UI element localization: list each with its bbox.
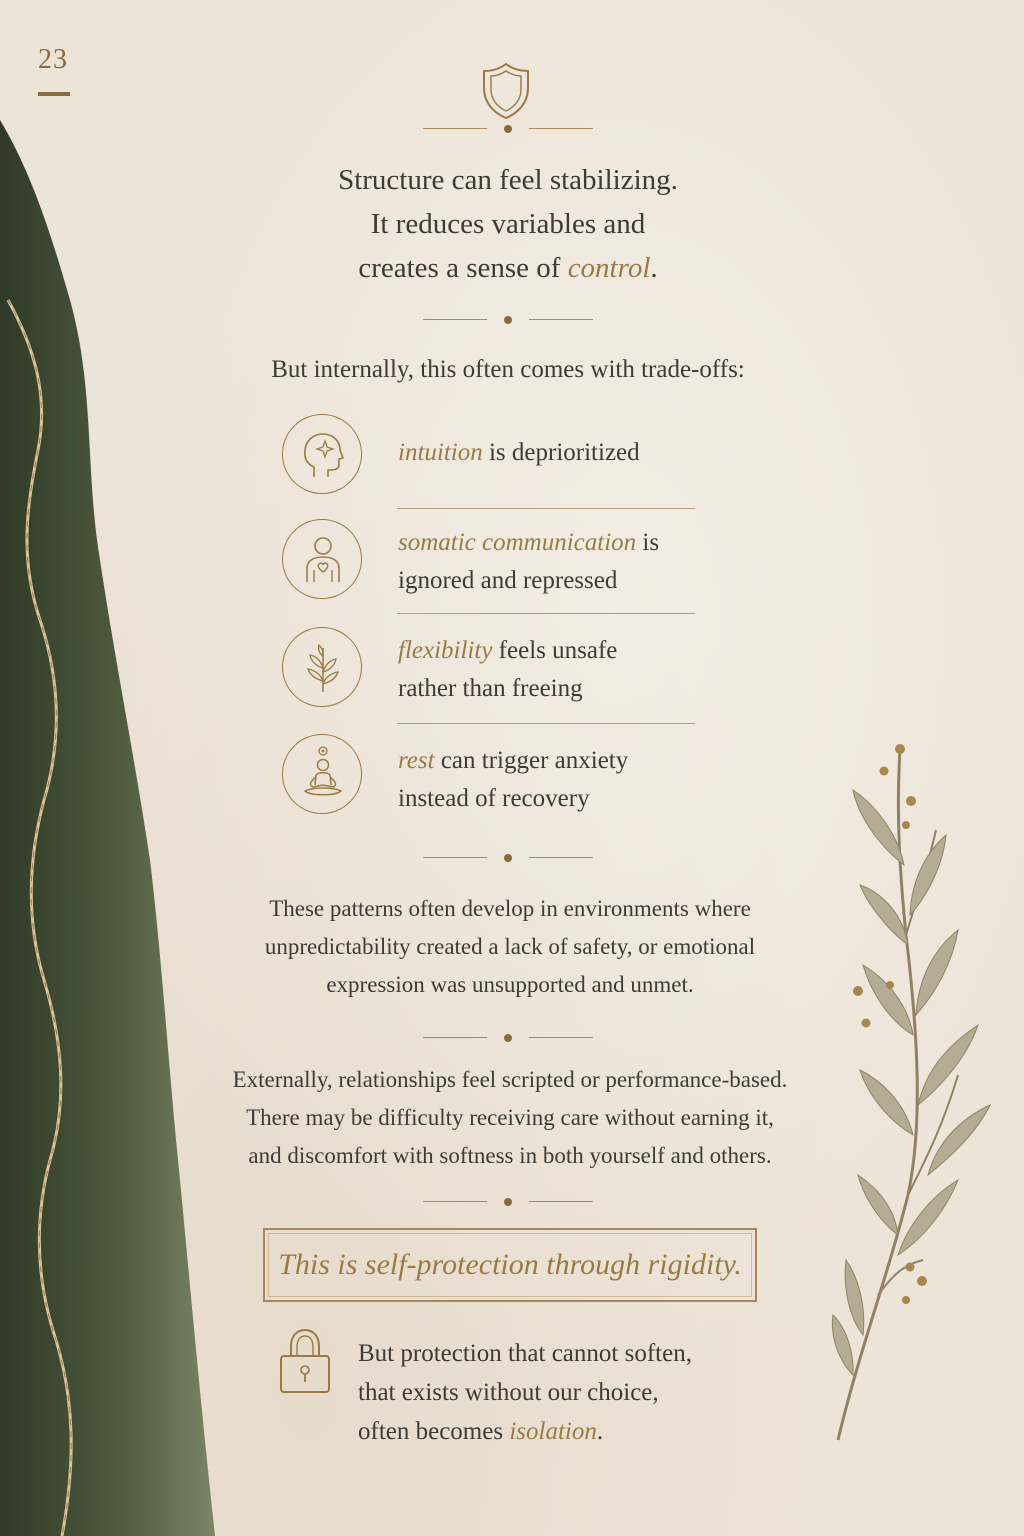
green-wave-band — [0, 0, 240, 1536]
tradeoff-item-rest — [282, 734, 702, 824]
head-sparkle-icon — [282, 414, 362, 494]
tradeoff-line-text: feels unsafe — [492, 637, 618, 664]
rigidity-quote-box — [263, 1228, 757, 1302]
tradeoff-line-text: can trigger anxiety — [434, 747, 629, 774]
page-number-underline — [38, 92, 70, 96]
tradeoffs-lead: But internally, this often comes with trade-offs: — [271, 356, 745, 383]
closing-line — [358, 1412, 778, 1451]
closing-line: But protection that cannot soften, — [358, 1340, 692, 1367]
externally-paragraph — [220, 1061, 800, 1175]
ornament-divider — [423, 124, 593, 134]
tradeoff-line-text: is — [636, 529, 660, 556]
padlock-icon — [278, 1326, 332, 1396]
tradeoff-line: instead of recovery — [398, 785, 590, 812]
paragraph-line: and discomfort with softness in both yourself and others. — [248, 1143, 772, 1168]
item-separator — [397, 508, 695, 509]
rigidity-quote: This is self-protection through rigidity. — [278, 1248, 742, 1281]
tradeoff-text — [398, 632, 708, 708]
intro-text: creates a sense of — [358, 252, 568, 284]
paragraph-line: unpredictability created a lack of safety, or emotional — [264, 934, 756, 959]
accent-word-control: control — [567, 252, 651, 284]
tradeoff-line: rather than freeing — [398, 675, 583, 702]
accent-word: flexibility — [398, 637, 493, 664]
patterns-paragraph — [230, 890, 790, 1004]
item-separator — [397, 613, 695, 614]
tradeoff-line — [398, 742, 708, 780]
tradeoff-text — [398, 434, 708, 472]
tradeoff-line — [398, 524, 708, 562]
tradeoff-item-flexibility — [282, 627, 702, 717]
ornament-divider — [423, 853, 593, 863]
paragraph-line: expression was unsupported and unmet. — [326, 972, 694, 997]
accent-word: rest — [398, 747, 435, 774]
intro-line: Structure can feel stabilizing. — [338, 164, 678, 196]
body-heart-icon — [282, 519, 362, 599]
accent-word: somatic communication — [398, 529, 637, 556]
item-separator — [397, 723, 695, 724]
tradeoff-item-intuition — [282, 414, 702, 504]
paragraph-line: These patterns often develop in environments where — [269, 896, 751, 921]
intro-paragraph — [240, 158, 776, 290]
tradeoff-item-somatic — [282, 519, 702, 609]
intro-line: It reduces variables and — [370, 208, 646, 240]
paragraph-line: Externally, relationships feel scripted or performance-based. — [232, 1067, 788, 1092]
ornament-divider — [423, 1197, 593, 1207]
page-number: 23 — [38, 44, 68, 75]
meditation-icon — [282, 734, 362, 814]
intro-punctuation: . — [650, 252, 658, 284]
closing-punctuation: . — [596, 1418, 604, 1445]
closing-line: that exists without our choice, — [358, 1379, 659, 1406]
accent-word-isolation: isolation — [509, 1418, 597, 1445]
tradeoff-text — [398, 742, 708, 818]
intro-line — [240, 246, 776, 290]
tradeoff-line: ignored and repressed — [398, 567, 618, 594]
closing-paragraph — [358, 1334, 778, 1451]
tradeoff-line — [398, 632, 708, 670]
ornament-divider — [423, 1033, 593, 1043]
tradeoff-text — [398, 524, 708, 600]
tradeoff-line: is deprioritized — [482, 439, 640, 466]
closing-text: often becomes — [358, 1418, 510, 1445]
ornament-divider — [423, 315, 593, 325]
olive-branch-illustration — [818, 735, 1008, 1450]
paragraph-line: There may be difficulty receiving care without earning it, — [246, 1105, 774, 1130]
sprout-icon — [282, 627, 362, 707]
shield-icon — [481, 62, 531, 120]
accent-word: intuition — [398, 439, 483, 466]
